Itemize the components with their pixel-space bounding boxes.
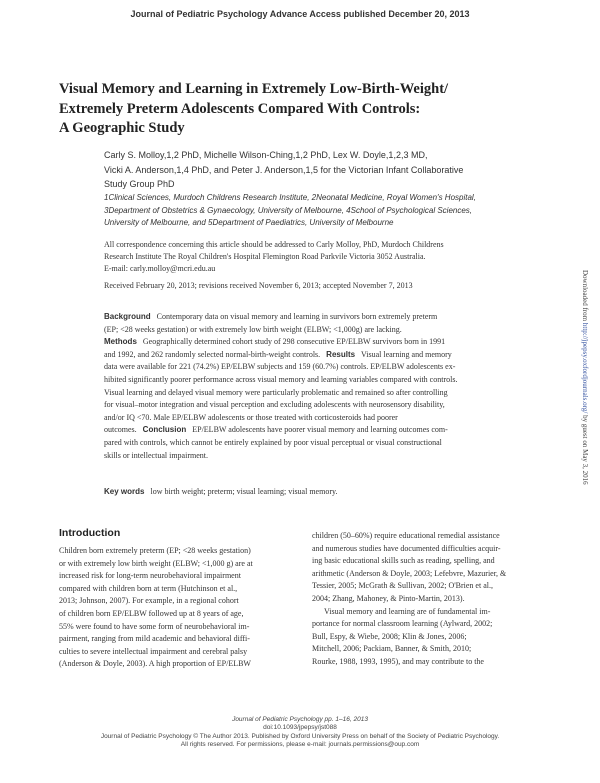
sidebar-suffix: by guest on May 3, 2016 [581,413,589,485]
abstract-text: Contemporary data on visual memory and learning in survivors born extremely preterm [156,312,438,321]
intro-right-column [312,530,552,669]
correspondence [104,239,544,275]
footer-doi: doi:10.1093/jpepsy/jst088 [263,724,337,732]
body-line: Children born extremely preterm (EP; <28 weeks gestation) [59,546,251,555]
abstract-text: data were available for 221 (74.2%) EP/ELBW subjects and 159 (60.7%) controls. EP/ELBW adolescents ex- [104,362,456,372]
footer-journal: Journal of Pediatric Psychology pp. 1–16, 2013 [232,716,368,723]
received-dates: Received February 20, 2013; revisions received November 6, 2013; accepted November 7, 2013 [104,281,413,290]
abstract-text: EP/ELBW adolescents have poorer visual memory and learning outcomes com- [192,425,448,435]
abstract-conclusion-label: Conclusion [142,425,187,435]
abstract-text: and 1992, and 262 randomly selected normal-birth-weight controls. [104,349,321,359]
abstract-text: pared with controls, which cannot be entirely explained by poor visual perceptual or visual constructional [104,437,442,447]
body-line: culties to severe intellectual impairment and cerebral palsy [59,646,248,656]
body-line: compared with children born at term (Hutchinson et al., [59,583,238,593]
author-list [104,148,544,192]
body-line: 2013; Johnson, 2007). For example, in a regional cohort [59,596,239,606]
body-line: Tessier, 2005; McGrath & Sullivan, 2002; O'Brien et al., [312,581,493,591]
correspondence-line: All correspondence concerning this article should be addressed to Carly Molloy, PhD, Murdoch Childrens [104,240,444,249]
abstract-text: (EP; <28 weeks gestation) or with extremely low birth weight (ELBW; <1,000g) are lacking. [104,324,402,334]
title-line: A Geographic Study [59,120,185,136]
abstract-text: hibited significantly poorer performance across visual memory and learning variables compared with controls. [104,374,458,384]
body-line: of children born EP/ELBW followed up at 8 years of age, [59,608,244,618]
footer-permissions: All rights reserved. For permissions, please e-mail: journals.permissions@oup.com [180,741,420,749]
correspondence-email[interactable]: E-mail: carly.molloy@mcri.edu.au [104,264,216,273]
page-footer [0,716,600,750]
body-line: 2004; Zhang, Mahoney, & Pinto-Martin, 2013). [312,593,465,603]
abstract-background-label: Background [104,312,151,321]
keywords-text: low birth weight; preterm; visual learning; visual memory. [150,487,338,496]
body-line: Visual memory and learning are of fundamental im- [324,606,491,616]
body-line: Bull, Espy, & Wiebe, 2008; Klin & Jones, 2006; [312,631,467,641]
sidebar-prefix: Downloaded from [581,270,589,323]
download-sidebar [581,270,589,485]
abstract-text: and/or IQ <70. Male EP/ELBW adolescents or those treated with corticosteroids had poorer [104,412,398,422]
body-line: Mitchell, 2006; Packiam, Banner, & Smith, 2010; [312,644,472,654]
author-line: Carly S. Molloy,1,2 PhD, Michelle Wilson-Ching,1,2 PhD, Lex W. Doyle,1,2,3 MD, [104,150,428,160]
body-line: or with extremely low birth weight (ELBW; <1,000 g) are at [59,558,253,568]
keywords [104,487,337,496]
title-line: Extremely Preterm Adolescents Compared With Controls: [59,100,421,117]
abstract-text: Visual learning and delayed visual memory were particularly problematic and remained so after controlling [104,387,448,397]
intro-left-column [59,545,299,671]
title-line: Visual Memory and Learning in Extremely Low-Birth-Weight/ [59,81,449,97]
body-line: and numerous studies have documented difficulties acquir- [312,543,501,553]
abstract-text: for visual–motor integration and visual perception and excluding adolescents with neurosensory disability, [104,400,445,410]
body-line: 55% were found to have some form of neurobehavioral im- [59,621,250,631]
correspondence-line: Research Institute The Royal Children's Hospital Flemington Road Parkvile Victoria 3052 Australia. [104,252,426,261]
body-line: ing basic educational skills such as reading, spelling, and [312,556,495,566]
journal-header: Journal of Pediatric Psychology Advance Access published December 20, 2013 [130,9,470,19]
author-line: Study Group PhD [104,179,175,189]
body-line: arithmetic (Anderson & Doyle, 2003; Lefebvre, Mazurier, & [312,568,507,578]
affiliations [104,192,544,230]
abstract-methods-label: Methods [104,337,137,347]
body-line: portance for normal classroom learning (Aylward, 2002; [312,619,493,629]
abstract-text: outcomes. [104,425,137,435]
abstract-text: Visual learning and memory [360,349,452,359]
abstract-results-label: Results [326,349,356,359]
body-line: Rourke, 1988, 1993, 1995), and may contribute to the [312,656,484,666]
abstract [104,311,546,462]
keywords-label: Key words [104,487,145,496]
author-line: Vicki A. Anderson,1,4 PhD, and Peter J. Anderson,1,5 for the Victorian Infant Collaborative [104,164,464,175]
body-line: pairment, ranging from mild academic and behavioral diffi- [59,634,250,644]
sidebar-url-link[interactable]: http://jpepsy.oxfordjournals.org/ [581,322,589,414]
affiliation-line: University of Melbourne, and 5Department of Paediatrics, University of Melbourne [104,218,394,227]
article-title [59,80,529,139]
affiliation-line: 1Clinical Sciences, Murdoch Childrens Research Institute, 2Neonatal Medicine, Royal Women's Hospital, [104,193,476,202]
introduction-heading: Introduction [59,527,121,539]
affiliation-line: 3Department of Obstetrics & Gynaecology, University of Melbourne, 4School of Psychological Sciences, [104,205,473,215]
abstract-text: skills or intellectual impairment. [104,450,208,460]
abstract-text: Geographically determined cohort study of 298 consecutive EP/ELBW survivors born in 1991 [142,337,446,347]
body-line: children (50–60%) require educational remedial assistance [312,531,500,540]
body-line: (Anderson & Doyle, 2003). A high proportion of EP/ELBW [59,659,251,669]
footer-copyright: Journal of Pediatric Psychology © The Author 2013. Published by Oxford University Press on behalf of the Society of Pediatric Psychology. [100,732,500,740]
body-line: increased risk for long-term neurobehavioral impairment [59,571,241,581]
